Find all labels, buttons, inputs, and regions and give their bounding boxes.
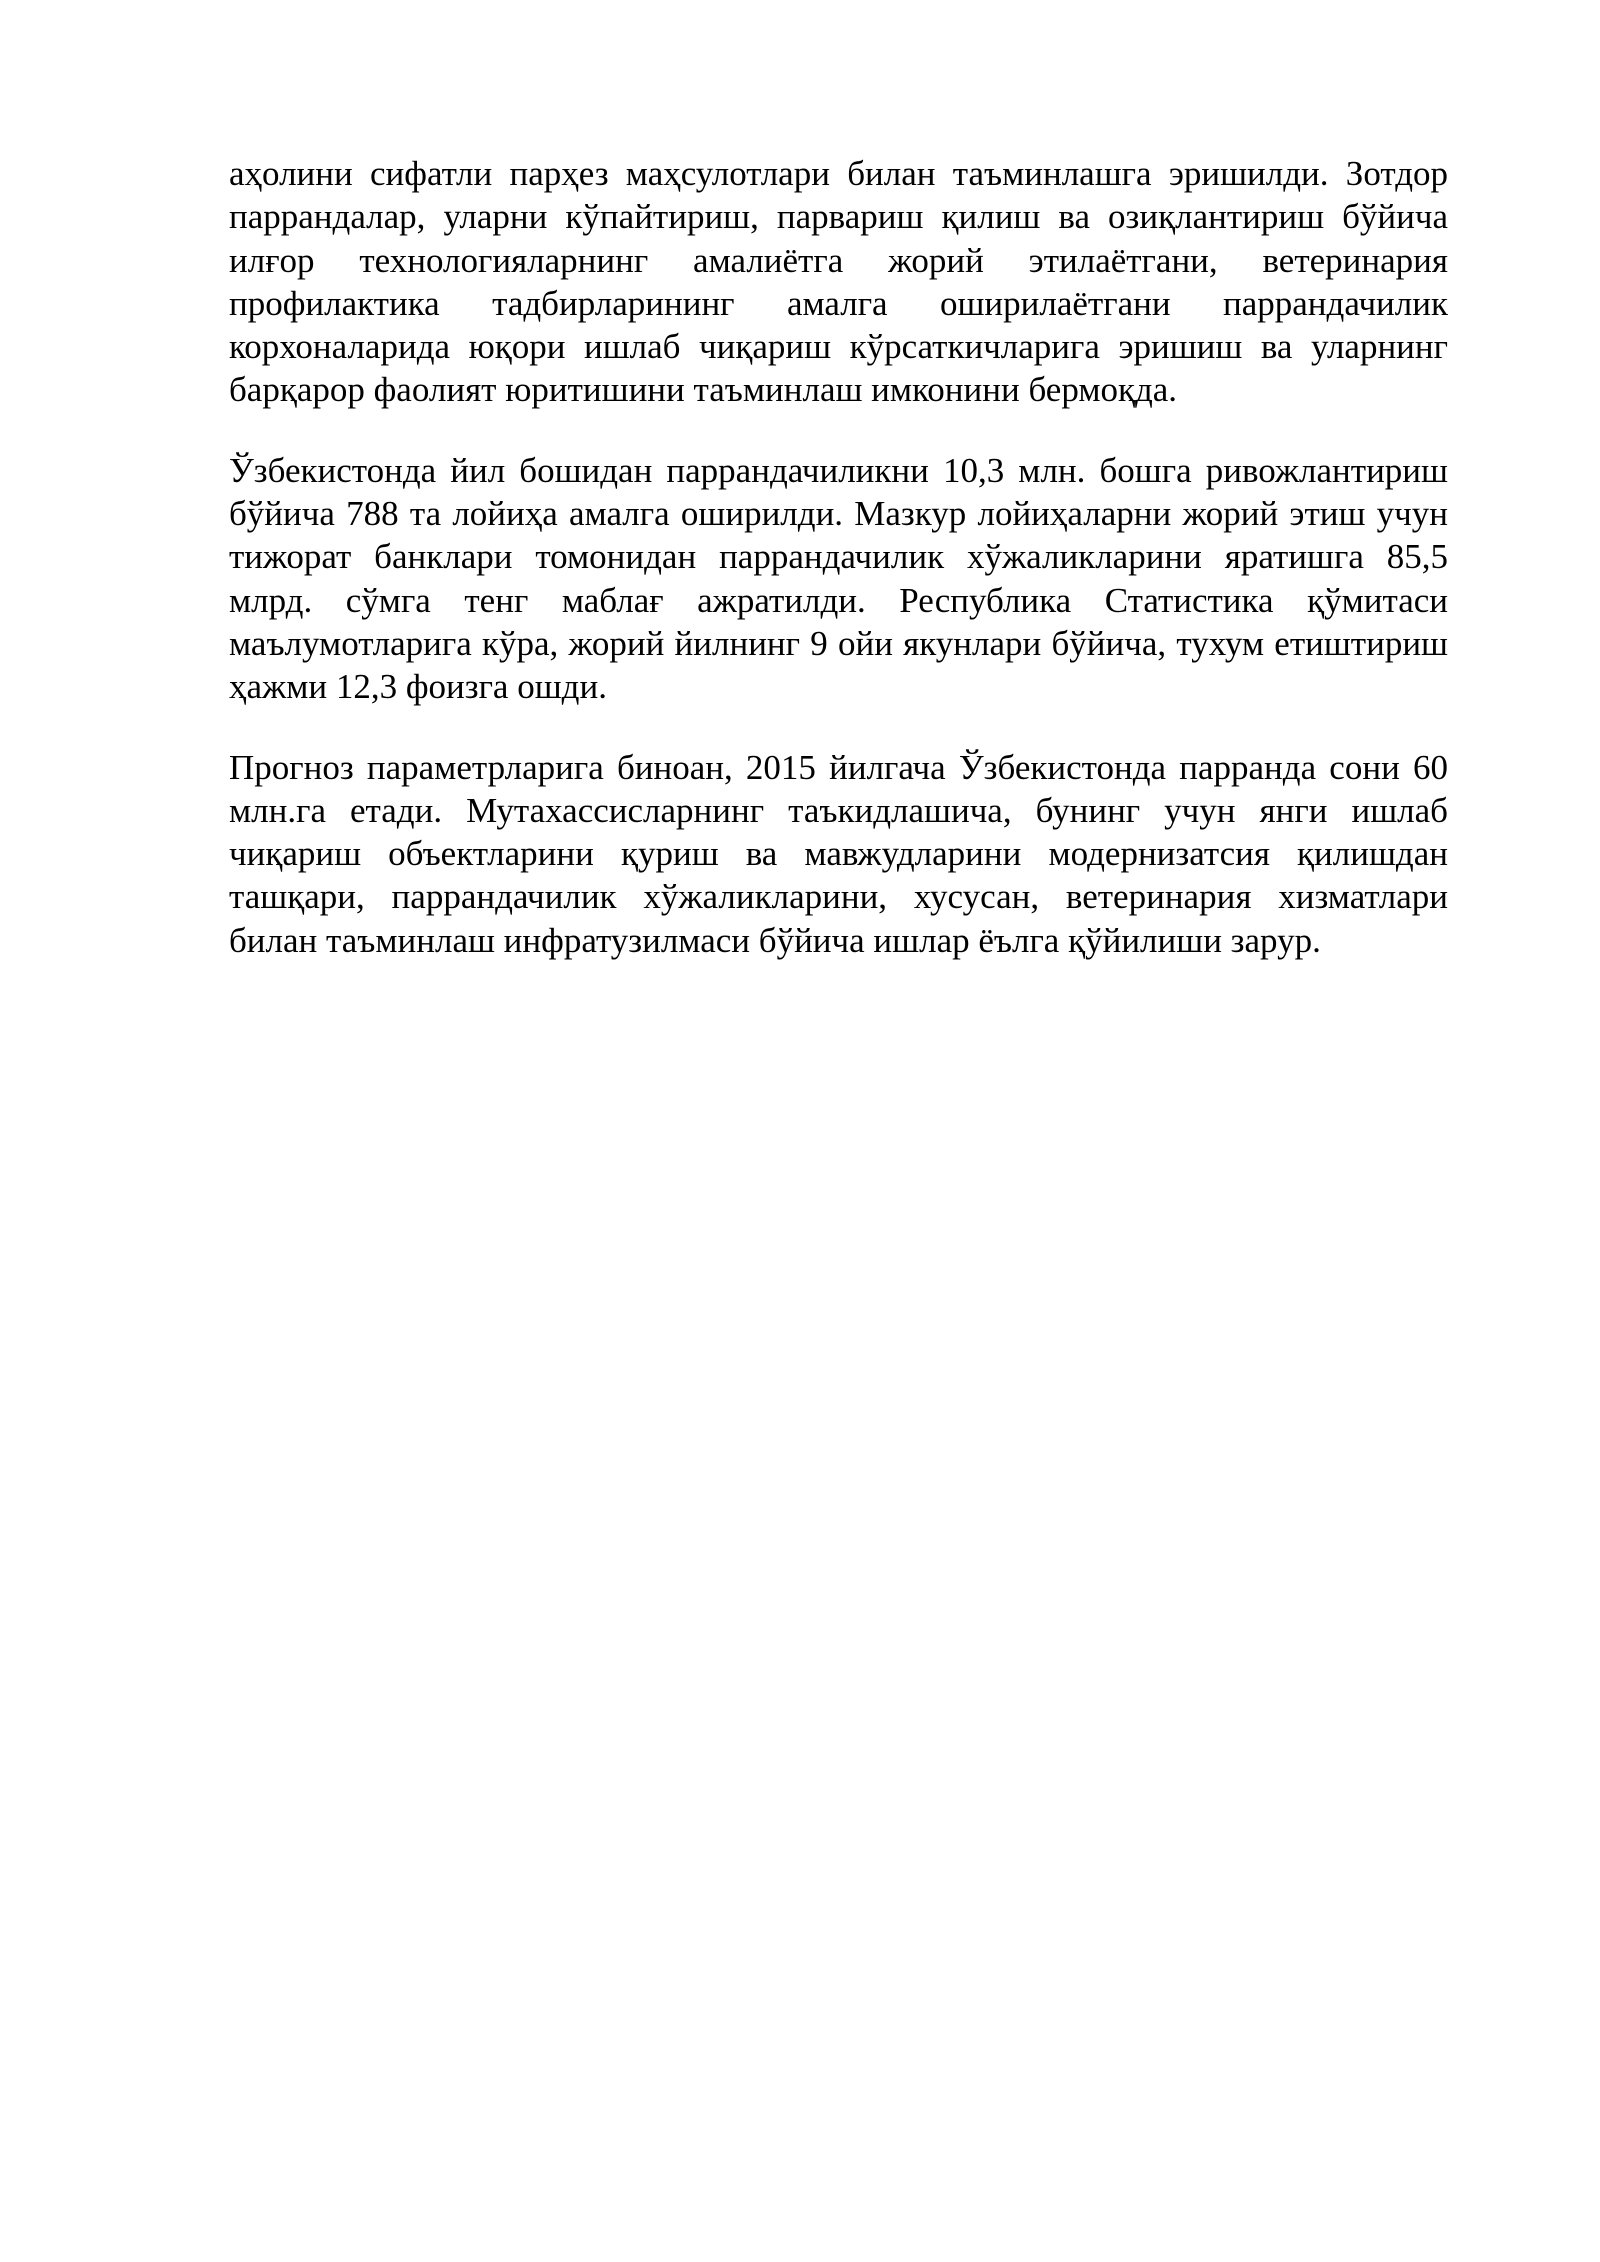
document-body — [229, 152, 1448, 999]
paragraph-2: Ўзбекистонда йил бошидан паррандачиликни 10,3 млн. бошга ривожлантириш бўйича 788 та лойиҳа амалга оширилди. Мазкур лойиҳаларни жорий этиш учун тижорат банклари томонидан паррандачилик хўжаликларини яратишга 85,5 млрд. сўмга тенг маблағ ажратилди. Республика Статистика қўмитаси маълумотларига кўра, жорий йилнинг 9 ойи якунлари бўйича, тухум етиштириш ҳажми 12,3 фоизга ошди. — [229, 450, 1448, 707]
paragraph-1: аҳолини сифатли парҳез маҳсулотлари билан таъминлашга эришилди. Зотдор паррандалар, уларни кўпайтириш, парвариш қилиш ва озиқлантириш бўйича илғор технологияларнинг амалиётга жорий этилаётгани, ветеринария профилактика тадбирларининг амалга оширилаётгани паррандачилик корхоналарида юқори ишлаб чиқариш кўрсаткичларига эришиш ва уларнинг барқарор фаолият юритишини таъминлаш имконини бермоқда. — [229, 154, 1448, 410]
paragraph-3: Прогноз параметрларига биноан, 2015 йилгача Ўзбекистонда парранда сони 60 млн.га етади. Мутахассисларнинг таъкидлашича, бунинг учун янги ишлаб чиқариш объектларини қуриш ва мавжудларини модернизатсия қилишдан ташқари, паррандачилик хўжаликларини, хусусан, ветеринария хизматлари билан таъминлаш инфратузилмаси бўйича ишлар ёълга қўйилиши зарур. — [229, 747, 1448, 960]
